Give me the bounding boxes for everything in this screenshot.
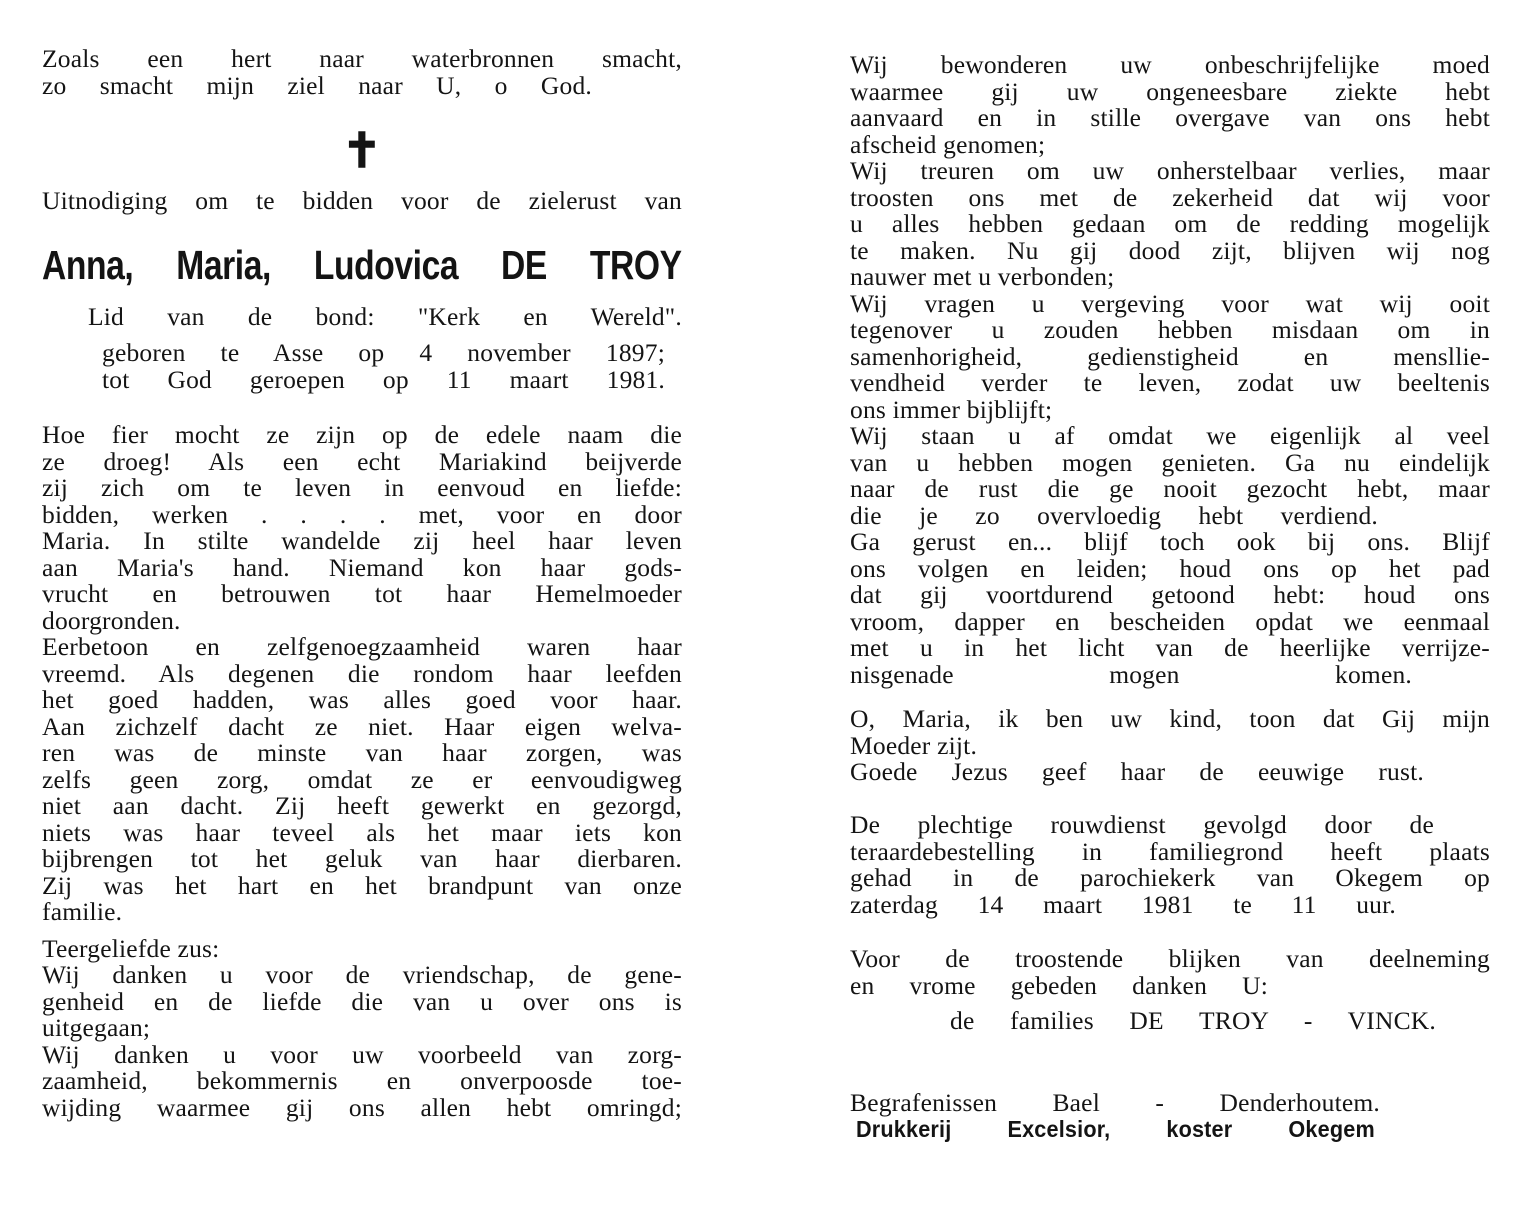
funeral-service-notice: De plechtige rouwdienst gevolgd door de teraardebestelling in familiegrond heeft plaats gehad in de parochiekerk van Okegem op zaterdag 14 maart 1981 te 11 uur. bbox=[850, 810, 1490, 919]
family-signature: de families DE TROY - VINCK. bbox=[950, 1006, 1436, 1035]
invitation: Uitnodiging om te bidden voor de zielerust van bbox=[42, 186, 682, 215]
membership: Lid van de bond: "Kerk en Wereld". bbox=[88, 302, 682, 331]
printer: Drukkerij Excelsior, koster Okegem bbox=[856, 1116, 1375, 1142]
prayer: O, Maria, ik ben uw kind, toon dat Gij mijn Moeder zijt. Goede Jezus geef haar de eeuwige rust. bbox=[850, 704, 1490, 786]
psalm-verse bbox=[42, 46, 682, 99]
thanks-note: Voor de troostende blijken van deelneming en vrome gebeden danken U: bbox=[850, 944, 1490, 1000]
deceased-name: Anna, Maria, Ludovica DE TROY bbox=[42, 242, 682, 288]
death-date: tot God geroepen op 11 maart 1981. bbox=[102, 364, 665, 394]
address-line: Teergeliefde zus: bbox=[42, 933, 220, 963]
tribute-text: Wij bewonderen uw onbeschrijfelijke moed waarmee gij uw ongeneesbare ziekte hebt aanvaard en in stille overgave van ons hebt afscheid genomen; Wij treuren om uw onherstelbaar verlies, maar troosten ons met de zekerheid dat wij voor u alles hebben gedaan om de redding mogelijk te maken. Nu gij dood zijt, blijven wij nog nauwer met u verbonden; Wij vragen u vergeving voor wat wij ooit tegenover u zouden hebben misdaan om in samenhorigheid, gedienstigheid en mensllie- vendheid verder te leven, zodat uw beeltenis ons immer bijblijft; Wij staan u af omdat we eigenlijk al veel van u hebben mogen genieten. Ga nu eindelijk naar de rust die ge nooit gezocht hebt, maar die je zo overvloedig hebt verdiend. Ga gerust en... blijf toch ook bij ons. Blijf ons volgen en leiden; houd ons op het pad dat gij voortdurend getoond hebt: houd ons vroom, dapper en bescheiden opdat we eenmaal met u in het licht van de heerlijke verrijze- nisgenade mogen komen. bbox=[850, 50, 1490, 689]
birth-death-dates bbox=[102, 340, 665, 393]
birth-date: geboren te Asse op 4 november 1897; bbox=[102, 338, 665, 367]
psalm-line: zo smacht mijn ziel naar U, o God. bbox=[42, 70, 592, 100]
undertaker: Begrafenissen Bael - Denderhoutem. bbox=[850, 1088, 1380, 1117]
cross-icon: ✝ bbox=[341, 125, 383, 178]
eulogy-text: Hoe fier mocht ze zijn op de edele naam die ze droeg! Als een echt Mariakind beijverde zij zich om te leven in eenvoud en liefde: bidden, werken . . . . met, voor en door Maria. In stilte wandelde zij heel haar leven aan Maria's hand. Niemand kon haar gods- vrucht en betrouwen tot haar Hemelmoeder doorgronden. Eerbetoon en zelfgenoegzaamheid waren haar vreemd. Als degenen die rondom haar leefden het goed hadden, was alles goed voor haar. Aan zichzelf dacht ze niet. Haar eigen welva- ren was de minste van haar zorgen, was zelfs geen zorg, omdat ze er eenvoudigweg niet aan dacht. Zij heeft gewerkt en gezorgd, niets was haar teveel als het maar iets kon bijbrengen tot het geluk van haar dierbaren. Zij was het hart en het brandpunt van onze familie. Teergeliefde zus: Wij danken u voor de vriendschap, de gene- genheid en de liefde die van u over ons is uitgegaan; Wij danken u voor uw voorbeeld van zorg- zaamheid, bekommernis en onverpoosde toe- wijding waarmee gij ons allen hebt omringd; bbox=[42, 420, 682, 1122]
left-column bbox=[42, 0, 682, 1214]
psalm-line: Zoals een hert naar waterbronnen smacht, bbox=[42, 44, 682, 73]
right-column bbox=[850, 0, 1490, 1214]
